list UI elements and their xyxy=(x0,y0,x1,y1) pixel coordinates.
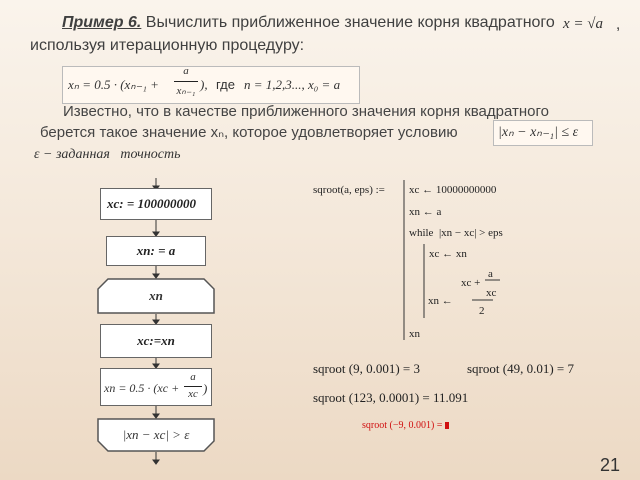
program-xn-assign: xn ← xyxy=(428,295,453,307)
title-line-2: используя итерационную процедуру: xyxy=(30,37,305,54)
paragraph-line-1: Известно, что в качестве приближенного значения корня квадратного xyxy=(63,103,549,120)
program-header: sqroot(a, eps) := xyxy=(313,184,385,196)
loop-start-label: xn xyxy=(149,288,163,303)
loop-end-condition: |xn − xc| > ε xyxy=(122,427,190,442)
compute-xn-right: ) xyxy=(203,381,208,396)
page-number: 21 xyxy=(600,455,621,475)
program-line-while: while |xn − xc| > eps xyxy=(409,227,503,239)
compute-xn-frac-line xyxy=(184,386,202,387)
error-marker-icon xyxy=(445,422,449,429)
compute-xn-left: xn = 0.5 · (xc + xyxy=(104,381,180,395)
arrow-head xyxy=(153,274,159,278)
arrow-head xyxy=(153,414,159,418)
epsilon-definition: ε − заданная точность xyxy=(34,147,181,162)
title-text: Вычислить приближенное значение корня квадратного xyxy=(141,14,555,31)
title-formula: x = √a xyxy=(563,16,604,32)
result-sqroot-9: sqroot (9, 0.001) = 3 xyxy=(313,361,420,376)
paragraph-line-2: берется такое значение xₙ, которое удовлетворяет условию xyxy=(40,124,458,141)
compute-xn-num: a xyxy=(190,371,196,383)
example-label: Пример 6. xyxy=(62,14,142,31)
program-frac-a: a xyxy=(488,268,493,280)
program-xc-plus: xc + xyxy=(461,277,481,289)
init-xc-box: xc: = 100000000 xyxy=(100,188,212,220)
assign-xc-box: xc:=xn xyxy=(100,324,212,358)
result-sqroot-123: sqroot (123, 0.0001) = 11.091 xyxy=(313,390,469,405)
program-frac-xc: xc xyxy=(486,287,497,299)
result-sqroot-negative-text: sqroot (−9, 0.001) = xyxy=(362,420,445,431)
arrow-head xyxy=(153,460,159,464)
init-xn-box: xn: = a xyxy=(106,236,206,266)
compute-xn-den: xc xyxy=(188,388,198,400)
program-line-xc-assign: xc ← xn xyxy=(429,248,467,260)
iteration-where: где xyxy=(216,77,235,92)
result-sqroot-negative xyxy=(362,420,449,431)
program-frac-2: 2 xyxy=(479,305,485,317)
iteration-close: ), xyxy=(200,77,208,92)
iteration-frac-den: xₙ₋₁ xyxy=(176,85,196,97)
program-line-xn-init: xn ← a xyxy=(409,206,442,218)
iteration-formula-left: xₙ = 0.5 · (xₙ₋₁ + xyxy=(68,77,159,92)
title-comma: , xyxy=(616,16,621,33)
condition-formula: |xₙ − xₙ₋₁| ≤ ε xyxy=(498,125,579,140)
program-line-xc-init: xc ← 10000000000 xyxy=(409,184,497,196)
iteration-condition: n = 1,2,3..., x₀ = a xyxy=(244,77,341,92)
result-sqroot-49: sqroot (49, 0.01) = 7 xyxy=(467,361,574,376)
iteration-frac-num: a xyxy=(183,65,189,77)
program-line-return: xn xyxy=(409,328,420,340)
